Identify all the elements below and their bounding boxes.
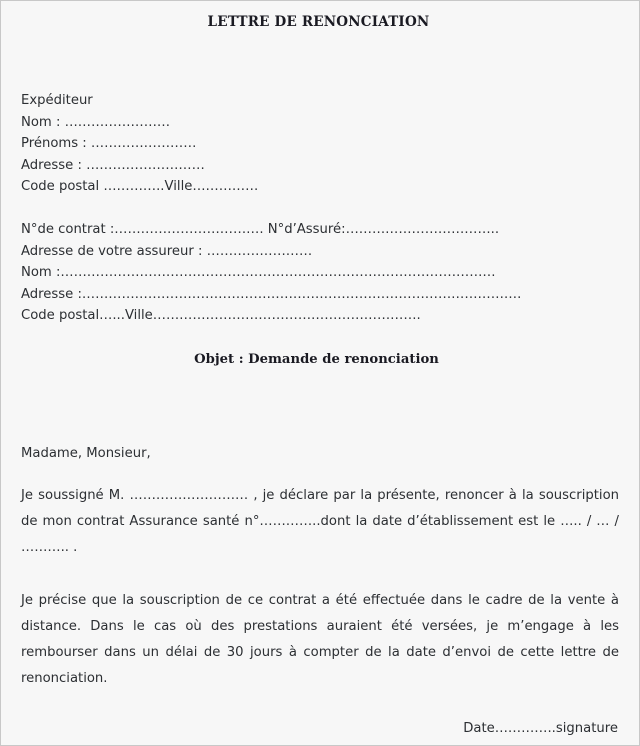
sender-firstname-line: Prénoms : …………………… [21, 136, 197, 152]
contract-number-line: N°de contrat :……………………………. N°d’Assuré:…………………………….. [21, 221, 500, 237]
insurer-address-line: Adresse :………………………………………………………………………………………. [21, 286, 522, 302]
sender-block [21, 90, 620, 198]
subject-line: Objet : Demande de renonciation [194, 351, 439, 367]
body-paragraph-1: Je soussigné M. ……………………… , je déclare par la présente, renoncer à la souscription de mon contrat Assurance santé n°…………..dont la date d’établissement est le ….. / … / ……….. . [21, 487, 619, 555]
title-spacer [21, 30, 620, 90]
sender-address-line: Adresse : ……………………… [21, 157, 205, 173]
page-title: LETTRE DE RENONCIATION [207, 14, 430, 30]
sender-postalcode-city-line: Code postal …………..Ville…………… [21, 179, 259, 195]
sender-name-line: Nom : …………………… [21, 114, 171, 130]
contract-block [21, 219, 620, 327]
sender-contract-spacer [21, 198, 620, 219]
insurer-postalcode-city-line: Code postal…...Ville……………………………………………………. [21, 308, 421, 324]
salutation: Madame, Monsieur, [21, 445, 151, 461]
letter-content [1, 1, 639, 745]
body-paragraph-2: Je précise que la souscription de ce contrat a été effectuée dans le cadre de la vente à distance. Dans le cas où des prestations auraient été versées, je m’engage à les rembourser dans un délai de 30 jours à compter de la date d’envoi de cette lettre de renonciation. [21, 592, 619, 686]
sender-heading: Expéditeur [21, 93, 93, 108]
date-signature-line: Date…………..signature [463, 720, 618, 736]
insurer-name-line: Nom :……………………………………………………………………………………… [21, 265, 496, 281]
insurer-address-heading-line: Adresse de votre assureur : …………………… [21, 243, 313, 259]
